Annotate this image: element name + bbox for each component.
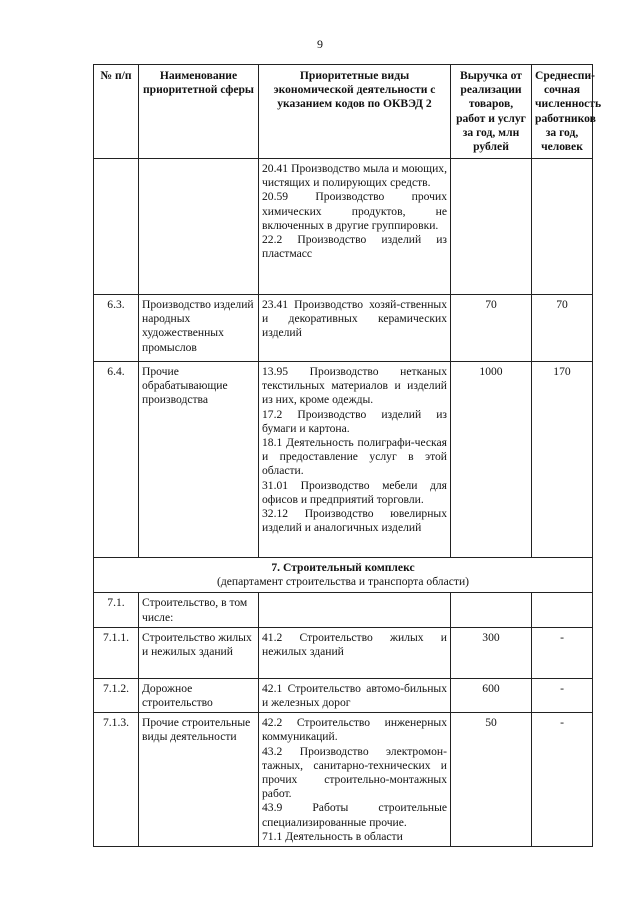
row-number-cell: 7.1.1. (94, 627, 139, 678)
okved-item: 42.2 Строительство инженерных коммуникаций. (262, 716, 447, 744)
employees-cell: 170 (532, 362, 593, 558)
sphere-cell: Строительство жилых и нежилых зданий (139, 627, 259, 678)
okved-item: 17.2 Производство изделий из бумаги и картона. (262, 407, 447, 435)
section-subtitle: (департамент строительства и транспорта области) (216, 575, 470, 589)
row-number-cell: 7.1.3. (94, 713, 139, 847)
revenue-cell: 50 (451, 713, 532, 847)
priority-activities-table (93, 64, 602, 847)
header-employees: Среднеспи-сочная численность работников за год, человек (532, 65, 593, 159)
section-row (94, 558, 593, 593)
okved-item: 20.59 Производство прочих химических продуктов, не включенных в другие группировки. (262, 190, 447, 232)
section-header-cell (94, 558, 593, 593)
okved-item: 20.41 Производство мыла и моющих, чистящих и полирующих средств. (262, 162, 447, 190)
activities-cell (259, 678, 451, 712)
table-row (94, 593, 593, 627)
row-number-cell: 7.1.2. (94, 678, 139, 712)
employees-cell: - (532, 678, 593, 712)
header-activities: Приоритетные виды экономической деятельности с указанием кодов по ОКВЭД 2 (259, 65, 451, 159)
sphere-cell: Прочие строительные виды деятельности (139, 713, 259, 847)
table-row (94, 713, 593, 847)
header-sphere: Наименование приоритетной сферы (139, 65, 259, 159)
activities-cell (259, 593, 451, 627)
okved-item: 43.9 Работы строительные специализированные прочие. (262, 801, 447, 829)
row-number-cell: 7.1. (94, 593, 139, 627)
table-section (94, 558, 593, 593)
activities-cell (259, 295, 451, 362)
activities-cell (259, 713, 451, 847)
activities-cell (259, 627, 451, 678)
table-header-row (94, 65, 593, 159)
header-num: № п/п (94, 65, 139, 159)
sphere-cell: Строительство, в том числе: (139, 593, 259, 627)
sphere-cell (139, 159, 259, 295)
revenue-cell: 600 (451, 678, 532, 712)
page-number: 9 (317, 37, 323, 51)
table-row (94, 159, 593, 295)
okved-item: 42.1 Строительство автомо-бильных и железных дорог (262, 681, 447, 710)
sphere-cell: Производство изделий народных художественных промыслов (139, 295, 259, 362)
table-body-manufacturing (94, 159, 593, 558)
revenue-cell (451, 159, 532, 295)
revenue-cell (451, 593, 532, 627)
employees-cell (532, 159, 593, 295)
table-body-construction (94, 593, 593, 847)
employees-cell: - (532, 713, 593, 847)
okved-item: 23.41 Производство хозяй-ственных и декоративных керамических изделий (262, 298, 447, 340)
row-number-cell: 6.3. (94, 295, 139, 362)
table-row (94, 678, 593, 712)
okved-item: 18.1 Деятельность полиграфи-ческая и предоставление услуг в этой области. (262, 436, 447, 478)
section-title: 7. Строительный комплекс (271, 561, 415, 574)
sphere-cell: Дорожное строительство (139, 678, 259, 712)
okved-item: 32.12 Производство ювелирных изделий и аналогичных изделий (262, 507, 447, 535)
revenue-cell: 1000 (451, 362, 532, 558)
row-number-cell: 6.4. (94, 362, 139, 558)
activities-cell (259, 159, 451, 295)
table-row (94, 362, 593, 558)
row-number-cell (94, 159, 139, 295)
revenue-cell: 70 (451, 295, 532, 362)
okved-item: 43.2 Производство электромон-тажных, санитарно-технических и прочих строительно-монтажных работ. (262, 744, 447, 801)
table-row (94, 295, 593, 362)
employees-cell: 70 (532, 295, 593, 362)
employees-cell (532, 593, 593, 627)
okved-item: 71.1 Деятельность в области (262, 829, 403, 843)
okved-item: 13.95 Производство нетканых текстильных материалов и изделий из них, кроме одежды. (262, 365, 447, 407)
activities-cell (259, 362, 451, 558)
okved-item: 22.2 Производство изделий из пластмасс (262, 233, 447, 261)
okved-item: 31.01 Производство мебели для офисов и предприятий торговли. (262, 478, 447, 506)
sphere-cell: Прочие обрабатывающие производства (139, 362, 259, 558)
employees-cell: - (532, 627, 593, 678)
header-revenue: Выручка от реализации товаров, работ и услуг за год, млн рублей (451, 65, 532, 159)
table-row (94, 627, 593, 678)
revenue-cell: 300 (451, 627, 532, 678)
okved-item: 41.2 Строительство жилых и нежилых зданий (262, 630, 447, 659)
